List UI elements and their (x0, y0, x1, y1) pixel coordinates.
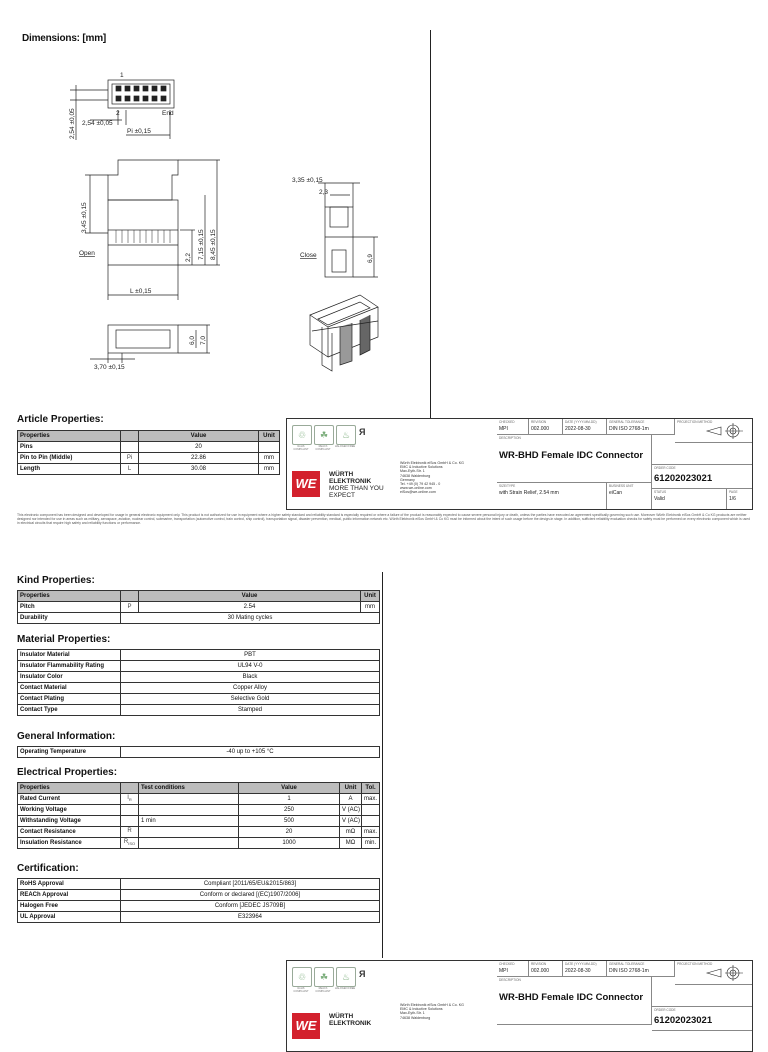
dim-6-0: 6,0 (189, 335, 196, 345)
bottom-view-body (108, 325, 178, 353)
table-row: Pitch P 2.54 mm (18, 602, 380, 613)
we-logo: WE (292, 1013, 320, 1039)
general-information-table (17, 746, 380, 758)
header-unit: Unit (259, 431, 280, 442)
projection-icon (703, 964, 747, 982)
status-value: Valid (654, 496, 665, 502)
dim-3-35: 3,35 ±0,15 (292, 177, 323, 184)
revision-value: 002.000 (531, 426, 550, 432)
table-row: Insulation Resistance $R_{ISO}$ 1000 MΩ min. (18, 838, 380, 849)
table-row: Insulator Material PBT (18, 650, 380, 661)
kind-properties-title: Kind Properties: (17, 575, 95, 586)
electrical-properties-title: Electrical Properties: (17, 767, 118, 778)
page2-divider (382, 572, 383, 958)
page-number: 1/6 (729, 496, 736, 502)
dim-6-9: 6,9 (367, 253, 374, 263)
technical-drawing (60, 65, 400, 385)
dim-3-45: 3,45 ±0,15 (81, 202, 88, 233)
rohs-icon: ♲ (292, 967, 312, 987)
dim-2-54-horizontal: 2,54 ±0,05 (82, 120, 113, 127)
isometric-view (310, 295, 378, 371)
date-value: 2022-08-30 (565, 426, 591, 432)
material-properties-table (17, 649, 380, 716)
projection-icon (703, 422, 747, 440)
article-properties-table (17, 430, 280, 475)
halogen-free-icon: ♨ (336, 967, 356, 987)
dim-pi: Pi ±0,15 (127, 128, 151, 135)
header-value: Value (139, 431, 259, 442)
header-symbol (121, 431, 139, 442)
halogen-free-icon: ♨ (336, 425, 356, 445)
checked-value: MPI (499, 426, 508, 432)
table-row: Pin to Pin (Middle) Pi 22.86 mm (18, 453, 280, 464)
article-properties-title: Article Properties: (17, 414, 104, 425)
side-view-body (108, 160, 178, 200)
header-properties: Properties (18, 431, 121, 442)
dimensions-title: Dimensions: [mm] (22, 33, 107, 44)
dim-2-2: 2,2 (185, 252, 192, 262)
table-row: Rated Current $I_R$ 1 A max. (18, 794, 380, 805)
end-label: End (162, 110, 174, 117)
business-unit: eiCan (609, 490, 623, 496)
pin2-label: 2 (116, 110, 120, 117)
table-row: Insulator Flammability Rating UL94 V-0 (18, 661, 380, 672)
table-row: Contact Resistance R 20 mΩ max. (18, 827, 380, 838)
halogen-label: HALOGEN FREE (334, 445, 356, 448)
table-row: Durability 30 Mating cycles (18, 613, 380, 624)
table-row: Insulator Color Black (18, 672, 380, 683)
company-name: WÜRTH ELEKTRONIK (329, 1013, 372, 1027)
table-row: Working Voltage 250 V (AC) (18, 805, 380, 816)
open-label: Open (79, 250, 95, 257)
company-address: Würth Elektronik eiSos GmbH & Co. KG EMC & Inductive Solutions Max-Eyth-Str. 1 74638 Waldenburg (400, 1003, 464, 1020)
table-row: Length L 30.08 mm (18, 464, 280, 475)
table-row: Operating Temperature -40 up to +105 °C (18, 747, 380, 758)
company-address: Würth Elektronik eiSos GmbH & Co. KG EMC & Inductive Solutions Max-Eyth-Str. 1 74638 Waldenburg Germany Tel. +49 (0) 79 42 945 - 0 www.we-online.com eiSos@we-online.com (400, 461, 464, 495)
dim-7-15: 7,15 ±0,15 (198, 229, 205, 260)
title-block-page2: ♲ ☘ ♨ Я RoHS COMPLIANT REACh COMPLIANT HALOGEN FREE WE WÜRTH ELEKTRONIK Würth Elektronik eiSos GmbH & Co. KG EMC & Inductive Solutions Max-Eyth-Str. 1 74638 Waldenburg CHECKED MPI REVISION 002.000 DATE (YYYY-MM-DD) 2022-08-30 GENERAL TOLERANCE DIN ISO 2768-1m PROJECTION METHOD DESCRIPTION WR-BHD Female IDC Connector ORDER CODE 61202023021 (286, 960, 753, 1052)
certification-title: Certification: (17, 863, 79, 874)
table-row: Withstanding Voltage 1 min 500 V (AC) (18, 816, 380, 827)
table-row: UL Approval E323964 (18, 912, 380, 923)
dim-l: L ±0,15 (130, 288, 152, 295)
reach-icon: ☘ (314, 425, 334, 445)
size-type: with Strain Relief, 2.54 mm (499, 490, 559, 496)
disclaimer: This electronic component has been designed and developed for usage in general electronic equipment only. This product is not authorized for use in equipment where a higher safety standard and reliability standard is especially required or where a failure of the product is reasonably expected to cause severe personal injury or death, unless the parties have executed an agreement specifically governing such use. Moreover Würth Elektronik eiSos GmbH & Co KG products are neither designed nor intended for use in areas such as military, aerospace, aviation, nuclear control, submarine, transportation (automotive control, train control, ship control), transportation signal, disaster prevention, medical, public information network etc. Würth Elektronik eiSos GmbH & Co KG must be informed about the intent of such usage before the design-in stage. In addition, sufficient reliability evaluation checks for safety must be performed on every electronic component which is used in electrical circuits that require high safety and reliability functions or performance. (17, 513, 751, 525)
tolerance-value: DIN ISO 2768-1m (609, 426, 649, 432)
dim-2-3: 2,3 (319, 189, 329, 196)
pin1-label: 1 (120, 72, 124, 79)
rohs-label: RoHS COMPLIANT (293, 445, 309, 451)
certification-table (17, 878, 380, 923)
table-row: Pins 20 (18, 442, 280, 453)
table-row: REACh Approval Conform or declared [(EC)1907/2006] (18, 890, 380, 901)
halogen-label: HALOGEN FREE (334, 987, 356, 990)
ul-icon: Я (359, 427, 366, 437)
general-information-title: General Information: (17, 731, 116, 742)
description: WR-BHD Female IDC Connector (499, 450, 644, 461)
company-tagline: MORE THAN YOU EXPECT (329, 485, 384, 499)
dim-2-54-vertical: 2,54 ±0,05 (69, 108, 76, 139)
company-name: WÜRTH ELEKTRONIK (329, 471, 372, 485)
table-row: Contact Type Stamped (18, 705, 380, 716)
table-row: RoHS Approval Compliant [2011/65/EU&2015/863] (18, 879, 380, 890)
rohs-label: RoHS COMPLIANT (293, 987, 309, 993)
title-block: ♲ ☘ ♨ Я RoHS COMPLIANT REACh COMPLIANT HALOGEN FREE WE WÜRTH ELEKTRONIK MORE THAN YOU EXPECT Würth Elektronik eiSos GmbH & Co. KG EMC & Inductive Solutions Max-Eyth-Str. 1 74638 Waldenburg Germany Tel. +49 (0) 79 42 945 - 0 www.we-online.com eiSos@we-online.com CHECKED MPI REVISION 002.000 DATE (YYYY-MM-DD) 2022-08-30 GENERAL TOLERANCE DIN ISO 2768-1m PROJECTION METHOD DESCRIPTION WR-BHD Female IDC Connector ORDER CODE 61202023021 SIZE/TYPE with Strain Relief, 2.54 mm BUSINESS UNIT eiCan STATUS Valid PAGE 1/6 (286, 418, 753, 510)
dim-8-45: 8,45 ±0,15 (210, 229, 217, 260)
reach-icon: ☘ (314, 967, 334, 987)
table-row: Halogen Free Conform [JEDEC JS709B] (18, 901, 380, 912)
rohs-icon: ♲ (292, 425, 312, 445)
kind-properties-table: Properties Value Unit Pitch P 2.54 mm Durability 30 Mating cycles (17, 590, 380, 624)
close-label: Close (300, 252, 317, 259)
table-row: Contact Material Copper Alloy (18, 683, 380, 694)
dim-7-0: 7,0 (200, 335, 207, 345)
reach-label: REACh COMPLIANT (315, 987, 331, 993)
we-logo: WE (292, 471, 320, 497)
ul-icon: Я (359, 969, 366, 979)
pin-grid (116, 86, 166, 101)
order-code: 61202023021 (654, 473, 713, 484)
table-row: Contact Plating Selective Gold (18, 694, 380, 705)
electrical-properties-table: Properties Test conditions Value Unit Tol. Rated Current $I_R$ 1 A max. Working Voltage 250 V (AC) Withstanding Voltage 1 min 500 V (AC) Contact Resistance R 20 mΩ max. Insulation Resistance $R_{ISO}$ 1000 MΩ min. (17, 782, 380, 849)
reach-label: REACh COMPLIANT (315, 445, 331, 451)
material-properties-title: Material Properties: (17, 634, 111, 645)
page-divider (430, 30, 431, 418)
close-side-view (325, 207, 353, 277)
dim-3-70: 3,70 ±0,15 (94, 364, 125, 371)
